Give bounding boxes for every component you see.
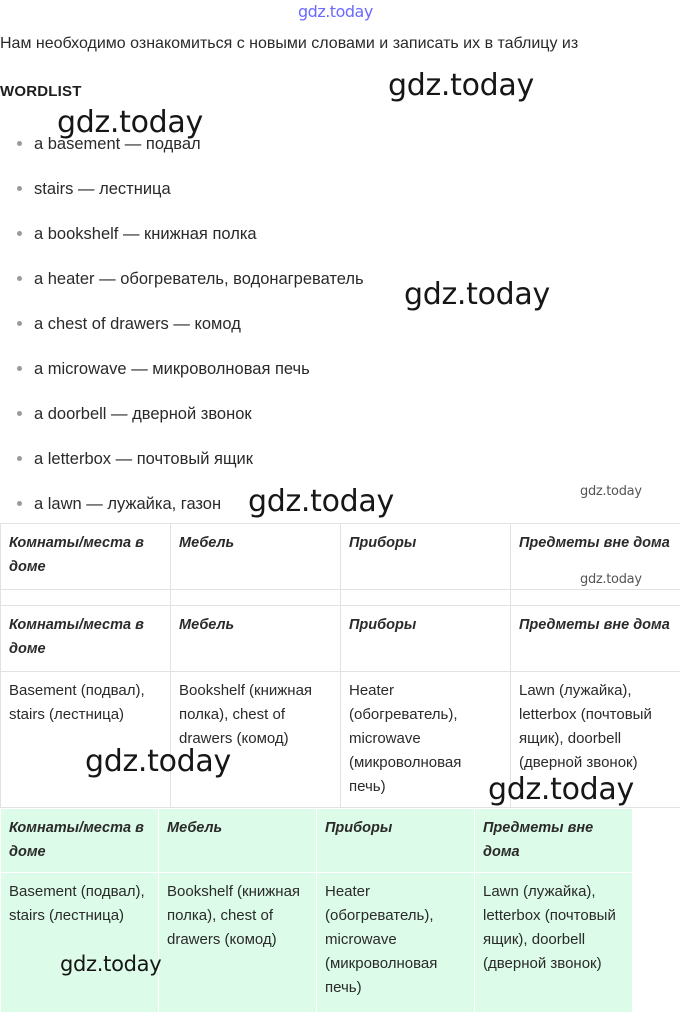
bullet-icon <box>17 411 22 416</box>
bullet-icon <box>17 186 22 191</box>
table-cell: Heater (обогреватель), microwave (микроволновая печь) <box>341 672 511 808</box>
header-cell: Предметы вне дома <box>475 809 633 873</box>
header-cell: Предметы вне дома <box>511 524 680 590</box>
list-item: a heater — обогреватель, водонагреватель <box>0 270 364 300</box>
table-header-row <box>1 606 680 672</box>
header-cell: Комнаты/места в доме <box>1 524 171 590</box>
table-row <box>1 873 633 1013</box>
site-logo[interactable]: gdz.today <box>298 2 373 21</box>
list-item: a bookshelf — книжная полка <box>0 225 257 255</box>
watermark: gdz.today <box>580 572 642 587</box>
table-header-row <box>1 809 633 873</box>
watermark: gdz.today <box>388 68 534 103</box>
list-item: a microwave — микроволновая печь <box>0 360 310 390</box>
header-cell: Комнаты/места в доме <box>1 606 171 672</box>
table-cell: Bookshelf (книжная полка), chest of drawers (комод) <box>159 873 317 1013</box>
bullet-icon <box>17 141 22 146</box>
wordlist-heading: WORDLIST <box>0 83 82 100</box>
bullet-icon <box>17 456 22 461</box>
table-header-row <box>1 524 680 590</box>
watermark: gdz.today <box>60 952 161 976</box>
bullet-icon <box>17 501 22 506</box>
header-cell: Мебель <box>171 606 341 672</box>
table-cell: Lawn (лужайка), letterbox (почтовый ящик), doorbell (дверной звонок) <box>475 873 633 1013</box>
watermark: gdz.today <box>85 744 231 779</box>
watermark: gdz.today <box>488 772 634 807</box>
list-item: a chest of drawers — комод <box>0 315 241 345</box>
list-item: a letterbox — почтовый ящик <box>0 450 253 480</box>
list-item: stairs — лестница <box>0 180 171 210</box>
table-cell: Bookshelf (книжная полка), chest of drawers (комод) <box>171 672 341 808</box>
watermark: gdz.today <box>248 484 394 519</box>
list-item: a basement — подвал <box>0 135 201 165</box>
header-cell: Мебель <box>159 809 317 873</box>
intro-text: Нам необходимо ознакомиться с новыми словами и записать их в таблицу из <box>0 35 680 53</box>
table-cell: Basement (подвал), stairs (лестница) <box>1 873 159 1013</box>
header-cell: Комнаты/места в доме <box>1 809 159 873</box>
watermark: gdz.today <box>404 277 550 312</box>
table-cell: Lawn (лужайка), letterbox (почтовый ящик), doorbell (дверной звонок) <box>511 672 680 808</box>
table-cell: Heater (обогреватель), microwave (микроволновая печь) <box>317 873 475 1013</box>
header-cell: Предметы вне дома <box>511 606 680 672</box>
answer-table <box>0 808 633 1013</box>
bullet-icon <box>17 366 22 371</box>
bullet-icon <box>17 231 22 236</box>
header-cell: Приборы <box>341 524 511 590</box>
header-cell: Приборы <box>341 606 511 672</box>
watermark: gdz.today <box>57 105 203 140</box>
header-cell: Приборы <box>317 809 475 873</box>
table-spacer-row <box>1 590 680 606</box>
header-cell: Мебель <box>171 524 341 590</box>
list-item: a lawn — лужайка, газон <box>0 495 221 525</box>
bullet-icon <box>17 321 22 326</box>
table-cell: Basement (подвал), stairs (лестница) <box>1 672 171 808</box>
watermark: gdz.today <box>580 484 642 499</box>
list-item: a doorbell — дверной звонок <box>0 405 252 435</box>
bullet-icon <box>17 276 22 281</box>
